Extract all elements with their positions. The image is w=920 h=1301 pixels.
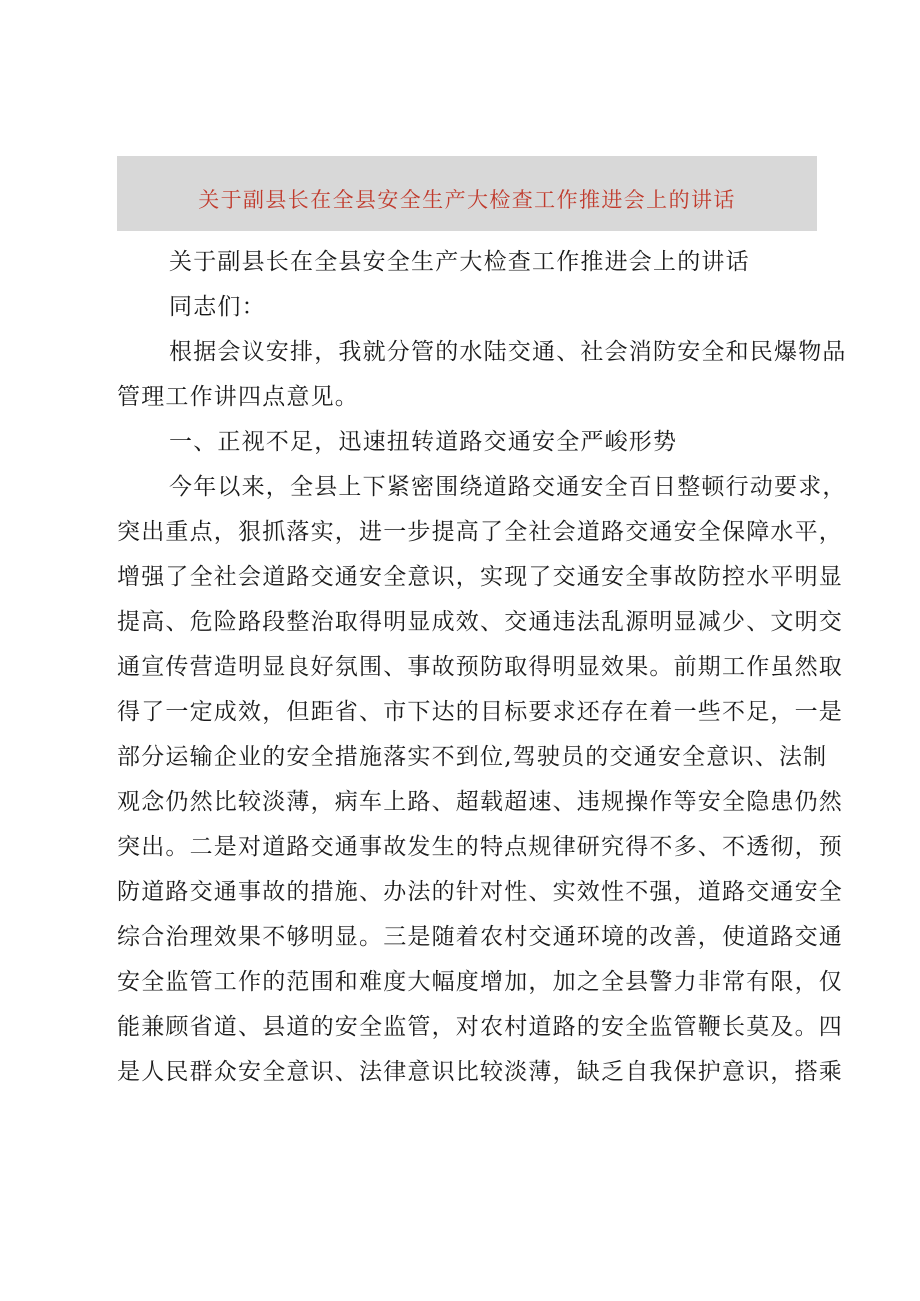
paragraph-line: 防道路交通事故的措施、办法的针对性、实效性不强，道路交通安全 (117, 879, 843, 905)
salutation-line: 同志们： (169, 294, 266, 320)
paragraph-line: 突出重点，狠抓落实，进一步提高了全社会道路交通安全保障水平， (117, 519, 843, 545)
document-title: 关于副县长在全县安全生产大检查工作推进会上的讲话 (198, 187, 736, 212)
document-body (117, 240, 847, 1095)
paragraph-line: 部分运输企业的安全措施落实不到位,驾驶员的交通安全意识、法制 (117, 744, 828, 770)
title-banner (117, 156, 817, 231)
paragraph-line: 今年以来，全县上下紧密围绕道路交通安全百日整顿行动要求， (169, 474, 847, 500)
paragraph-line: 是人民群众安全意识、法律意识比较淡薄，缺乏自我保护意识，搭乘 (117, 1059, 843, 1085)
paragraph-line: 管理工作讲四点意见。 (117, 384, 359, 410)
paragraph-line: 综合治理效果不够明显。三是随着农村交通环境的改善，使道路交通 (117, 924, 843, 950)
paragraph-line: 能兼顾省道、县道的安全监管，对农村道路的安全监管鞭长莫及。四 (117, 1014, 843, 1040)
paragraph-line: 增强了全社会道路交通安全意识，实现了交通安全事故防控水平明显 (117, 564, 843, 590)
paragraph-line: 安全监管工作的范围和难度大幅度增加，加之全县警力非常有限，仅 (117, 969, 843, 995)
paragraph-line: 提高、危险路段整治取得明显成效、交通违法乱源明显减少、文明交 (117, 609, 843, 635)
section-heading-line: 一、正视不足，迅速扭转道路交通安全严峻形势 (169, 429, 678, 455)
paragraph-line: 根据会议安排，我就分管的水陆交通、社会消防安全和民爆物品 (169, 339, 847, 365)
paragraph-line: 得了一定成效，但距省、市下达的目标要求还存在着一些不足，一是 (117, 699, 843, 725)
paragraph-line: 突出。二是对道路交通事故发生的特点规律研究得不多、不透彻，预 (117, 834, 843, 860)
paragraph-line: 观念仍然比较淡薄，病车上路、超载超速、违规操作等安全隐患仍然 (117, 789, 843, 815)
paragraph-line: 通宣传营造明显良好氛围、事故预防取得明显效果。前期工作虽然取 (117, 654, 843, 680)
body-heading-line: 关于副县长在全县安全生产大检查工作推进会上的讲话 (169, 249, 750, 275)
